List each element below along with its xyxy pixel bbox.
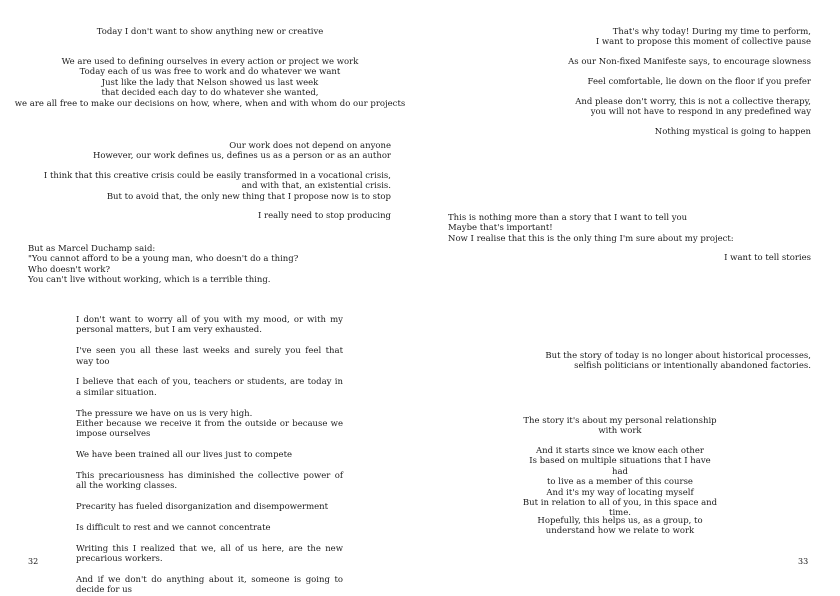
text-line: As our Non-fixed Manifeste says, to encourage slowness xyxy=(568,57,811,67)
paragraph: The pressure we have on us is very high. xyxy=(76,408,253,419)
duchamp-quote xyxy=(28,244,408,286)
comfortable-line xyxy=(440,77,811,87)
text-line: Now I realise that this is the only thing I'm sure about my project: xyxy=(448,233,734,244)
text-line: Hopefully, this helps us, as a group, to xyxy=(537,516,703,526)
text-line: And please don't worry, this is not a collective therapy, xyxy=(575,97,811,107)
paragraph: Either because we receive it from the outside or because we impose ourselves xyxy=(76,419,343,440)
crisis-block xyxy=(20,171,391,202)
paragraph: This precariousness has diminished the collective power of all the working classes. xyxy=(76,471,343,492)
tell-stories-line xyxy=(440,253,811,263)
text-line: But in relation to all of you, in this space and xyxy=(522,498,718,509)
text-line: The story it's about my personal relationship xyxy=(523,416,717,426)
stop-line xyxy=(20,211,391,221)
text-line: Feel comfortable, lie down on the floor if you prefer xyxy=(587,77,811,87)
text-line: And it starts since we know each other xyxy=(536,446,704,456)
right-page xyxy=(420,0,840,596)
text-line: I want to propose this moment of collective pause xyxy=(595,37,811,48)
text-line: But as Marcel Duchamp said: xyxy=(28,244,156,254)
text-line: selfish politicians or intentionally abandoned factories. xyxy=(574,361,811,372)
text-line: that decided each day to do whatever she wanted, xyxy=(101,88,319,99)
opening-line xyxy=(0,27,420,37)
text-line: And it's my way of locating myself xyxy=(546,487,694,498)
text-line: to live as a member of this course xyxy=(547,477,693,488)
text-line: Today each of us was free to work and do whatever we want xyxy=(79,67,341,78)
page-number: 32 xyxy=(28,557,39,566)
paragraph: We have been trained all our lives just to compete xyxy=(76,450,293,461)
work-defines-block xyxy=(20,141,391,162)
used-to-block xyxy=(0,57,420,109)
mystical-line xyxy=(440,127,811,137)
text-line: We are used to defining ourselves in every action or project we work xyxy=(61,57,359,67)
paragraph: Is difficult to rest and we cannot concentrate xyxy=(76,523,271,534)
text-line: understand how we relate to work xyxy=(545,526,695,537)
paragraph: Precarity has fueled disorganization and disempowerment xyxy=(76,502,329,513)
text-line: Just like the lady that Nelson showed us last week xyxy=(101,77,319,88)
text-line: I really need to stop producing xyxy=(257,211,391,221)
paragraph: I don't want to worry all of you with my mood, or with my personal matters, but I am very exhausted. xyxy=(76,315,343,336)
text-line: But to avoid that, the only new thing that I propose now is to stop xyxy=(106,191,391,202)
pause-block xyxy=(440,27,811,48)
text-line: You can't live without working, which is a terrible thing. xyxy=(28,275,271,286)
text-line: Today I don't want to show anything new or creative xyxy=(96,27,324,37)
paragraph: I believe that each of you, teachers or students, are today in a similar situation. xyxy=(76,377,343,398)
text-line: But the story of today is no longer about historical processes, xyxy=(545,351,811,361)
text-line: and with that, an existential crisis. xyxy=(241,181,391,192)
relationship-block xyxy=(520,416,720,437)
manifesto-line xyxy=(440,57,811,67)
today-block xyxy=(440,351,811,372)
text-line: Is based on multiple situations that I have had xyxy=(529,456,711,477)
exhaustion-paragraphs xyxy=(76,315,343,596)
text-line: Our work does not depend on anyone xyxy=(229,141,391,151)
text-line: we are all free to make our decisions on how, where, when and with whom do our projects xyxy=(14,98,406,109)
text-line: That's why today! During my time to perform, xyxy=(612,27,811,37)
text-line: I think that this creative crisis could be easily transformed in a vocational crisis, xyxy=(43,171,391,181)
text-line: "You cannot afford to be a young man, who doesn't do a thing? xyxy=(28,254,299,265)
text-line: Nothing mystical is going to happen xyxy=(654,127,811,137)
text-line: This is nothing more than a story that I want to tell you xyxy=(448,213,688,223)
text-line: However, our work defines us, defines us as a person or as an author xyxy=(92,151,391,162)
page-number: 33 xyxy=(798,557,809,566)
starts-block xyxy=(520,446,720,519)
text-line: you will not have to respond in any predefined way xyxy=(590,107,811,118)
story-block xyxy=(448,213,811,244)
text-line: with work xyxy=(598,426,642,437)
hopefully-block xyxy=(520,516,720,537)
no-worry-block xyxy=(440,97,811,118)
text-line: I want to tell stories xyxy=(724,253,811,263)
text-line: Who doesn't work? xyxy=(28,264,111,275)
text-line: time. xyxy=(609,508,631,519)
paragraph: And if we don't do anything about it, someone is going to decide for us xyxy=(76,575,343,596)
paragraph: I've seen you all these last weeks and surely you feel that way too xyxy=(76,346,343,367)
paragraph: Writing this I realized that we, all of us here, are the new precarious workers. xyxy=(76,543,343,565)
text-line: Maybe that's important! xyxy=(448,223,553,234)
